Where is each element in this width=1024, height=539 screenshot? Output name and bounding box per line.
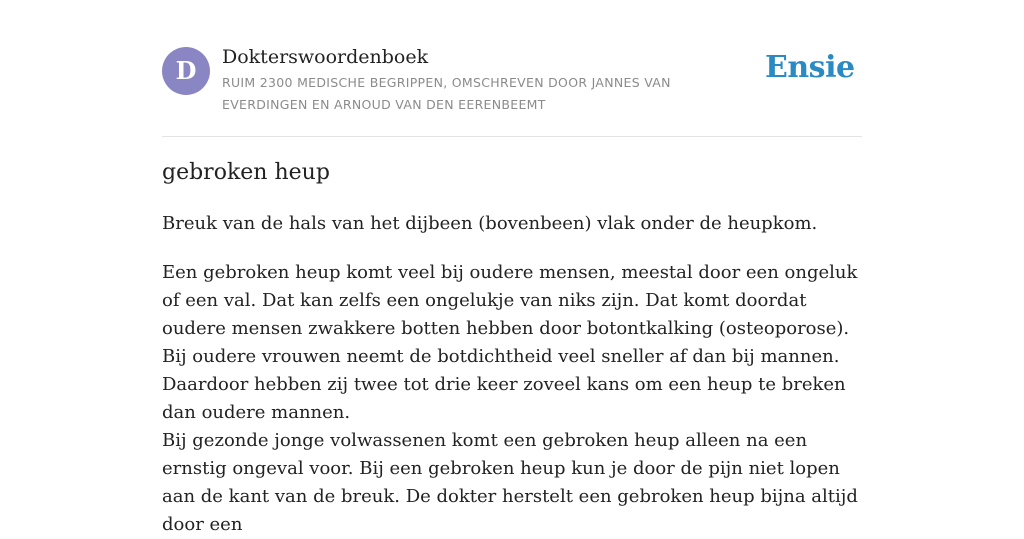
entry-definition: Breuk van de hals van het dijbeen (bovenbeen) vlak onder de heupkom. [162,213,818,234]
source-avatar[interactable]: D [162,47,210,95]
entry-headword: gebroken heup [162,160,330,185]
entry-paragraph-1: Een gebroken heup komt veel bij oudere mensen, meestal door een ongeluk of een val. Dat kan zelfs een ongelukje van niks zijn. Dat komt doordat oudere mensen zwakkere botten hebben door botontkalking (osteoporose). Bij oudere vrouwen neemt de botdichtheid veel sneller af dan bij mannen. Daardoor hebben zij twee tot drie keer zoveel kans om een heup te breken dan oudere mannen. [162,262,858,423]
source-title-link[interactable]: Dokterswoordenboek [222,46,429,68]
entry-paragraph-2: Bij gezonde jonge volwassenen komt een gebroken heup alleen na een ernstig ongeval voor. Bij een gebroken heup kun je door de pijn niet lopen aan de kant van de breuk. De dokter herstelt een gebroken heup bijna altijd door een [162,430,858,535]
page [162,0,862,535]
source-header [162,0,862,137]
ensie-logo[interactable]: Ensie [765,50,855,85]
source-subtitle: RUIM 2300 MEDISCHE BEGRIPPEN, OMSCHREVEN DOOR JANNES VAN EVERDINGEN EN ARNOUD VAN DEN EERENBEEMT [222,75,671,112]
